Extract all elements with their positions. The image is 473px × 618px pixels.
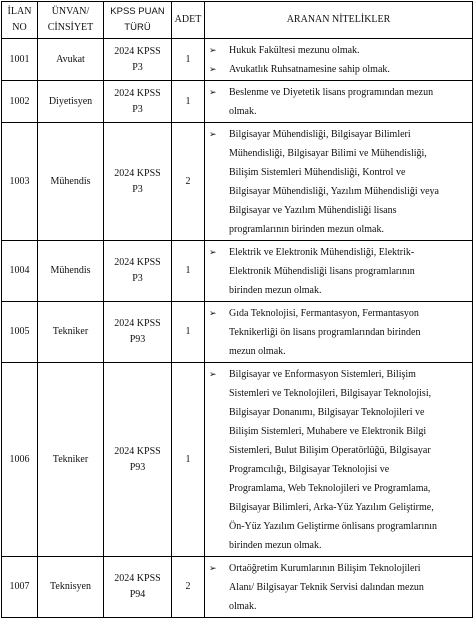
- nitelik-text: olmak.: [229, 106, 257, 117]
- page: [1, 1, 473, 618]
- nitelik-text: Bilgisayar Donanımı, Bilgisayar Teknolojileri ve: [229, 407, 425, 418]
- kpss-text: P93: [129, 334, 146, 345]
- list-item: [209, 125, 469, 239]
- unvan-cell: Diyetisyen: [38, 81, 104, 123]
- list-item: [209, 60, 469, 79]
- nitelik-text: Sistemleri ve Teknolojileri, Bilgisayar Teknolojisi,: [229, 388, 432, 399]
- nitelik-list: [209, 125, 469, 239]
- list-item: [209, 41, 469, 60]
- nitelik-text: Beslenme ve Diyetetik lisans programından mezun: [229, 87, 434, 98]
- arrow-bullet-icon: ➢: [209, 64, 217, 74]
- nitelik-cell: [205, 241, 473, 302]
- adet-cell: 1: [172, 302, 205, 363]
- kpss-text: P3: [132, 61, 143, 73]
- nitelik-text: Bilişim Sistemleri Mühendisliği, Kontrol ve: [229, 167, 406, 178]
- adet-cell: 2: [172, 123, 205, 241]
- nitelik-text: Bilgisayar Mühendisliği, Bilgisayar Bilimleri: [229, 129, 411, 140]
- list-item: [209, 304, 469, 361]
- nitelik-text: Alanı/ Bilgisayar Teknik Servisi dalından mezun: [229, 582, 424, 593]
- kpss-text: P93: [129, 461, 146, 473]
- ilan-no-cell: 1001: [2, 39, 38, 81]
- arrow-bullet-icon: ➢: [209, 45, 217, 55]
- recruitment-table: [1, 1, 473, 618]
- adet-cell: 2: [172, 557, 205, 618]
- ilan-no-cell: 1005: [2, 302, 38, 363]
- adet-cell: 1: [172, 363, 205, 557]
- nitelik-text: Hukuk Fakültesi mezunu olmak.: [229, 45, 360, 56]
- list-item: [209, 365, 469, 555]
- kpss-cell: [104, 363, 172, 557]
- nitelik-list: [209, 41, 469, 79]
- nitelik-text: Mühendisliği, Bilgisayar Bilimi ve Mühendisliği,: [229, 148, 427, 159]
- nitelik-text: Programcılığı, Bilgisayar Teknolojisi ve: [229, 464, 390, 475]
- nitelik-text: Bilgisayar Bilimleri, Arka-Yüz Yazılım Geliştirme,: [229, 502, 434, 513]
- arrow-bullet-icon: ➢: [209, 129, 217, 139]
- kpss-cell: [104, 81, 172, 123]
- kpss-cell: [104, 241, 172, 302]
- kpss-text: P94: [129, 589, 146, 600]
- nitelik-text: Elektronik Mühendisliği lisans programlarının: [229, 266, 415, 277]
- table-row: [2, 81, 473, 123]
- ilan-no-cell: 1002: [2, 81, 38, 123]
- header-ilan-no: İLAN NO: [2, 2, 38, 39]
- ilan-no-cell: 1007: [2, 557, 38, 618]
- table-row: [2, 241, 473, 302]
- nitelik-text: programlarının birinden mezun olmak.: [229, 224, 384, 235]
- arrow-bullet-icon: ➢: [209, 308, 217, 318]
- nitelik-text: Teknikerliği ön lisans programlarından birinden: [229, 327, 421, 338]
- header-row: [2, 2, 473, 39]
- ilan-no-cell: 1004: [2, 241, 38, 302]
- table-row: [2, 302, 473, 363]
- nitelik-cell: [205, 302, 473, 363]
- table-row: [2, 363, 473, 557]
- unvan-cell: Teknisyen: [38, 557, 104, 618]
- nitelik-cell: [205, 123, 473, 241]
- kpss-cell: [104, 39, 172, 81]
- kpss-text: 2024 KPSS: [114, 257, 161, 268]
- list-item: [209, 243, 469, 300]
- nitelik-cell: [205, 81, 473, 123]
- nitelik-text: Avukatlık Ruhsatnamesine sahip olmak.: [229, 64, 390, 75]
- nitelik-text: Ön-Yüz Yazılım Geliştirme önlisans programlarının: [229, 521, 438, 532]
- nitelik-text: Sistemleri, Bulut Bilişim Operatörlüğü, Bilgisayar: [229, 445, 431, 456]
- kpss-text: P3: [132, 273, 143, 284]
- nitelik-cell: [205, 557, 473, 618]
- nitelik-list: [209, 365, 469, 555]
- unvan-cell: Avukat: [38, 39, 104, 81]
- header-adet: ADET: [172, 2, 205, 39]
- nitelik-list: [209, 559, 469, 616]
- nitelik-list: [209, 304, 469, 361]
- kpss-text: P3: [132, 103, 143, 115]
- kpss-text: 2024 KPSS: [114, 573, 161, 584]
- table-row: [2, 557, 473, 618]
- nitelik-text: olmak.: [229, 601, 257, 612]
- kpss-text: 2024 KPSS: [114, 445, 161, 457]
- unvan-cell: Mühendis: [38, 123, 104, 241]
- header-kpss-puan-turu: KPSS PUAN TÜRÜ: [104, 2, 172, 39]
- list-item: [209, 83, 469, 121]
- nitelik-text: birinden mezun olmak.: [229, 285, 322, 296]
- list-item: [209, 559, 469, 616]
- adet-cell: 1: [172, 241, 205, 302]
- kpss-text: 2024 KPSS: [114, 318, 161, 329]
- nitelik-text: Programlama, Web Teknolojileri ve Programlama,: [229, 483, 431, 494]
- nitelik-text: Gıda Teknolojisi, Fermantasyon, Fermantasyon: [229, 308, 419, 319]
- nitelik-text: Elektrik ve Elektronik Mühendisliği, Elektrik-: [229, 247, 415, 258]
- kpss-cell: [104, 123, 172, 241]
- adet-cell: 1: [172, 39, 205, 81]
- nitelik-cell: [205, 39, 473, 81]
- ilan-no-cell: 1006: [2, 363, 38, 557]
- nitelik-cell: [205, 363, 473, 557]
- nitelik-list: [209, 83, 469, 121]
- nitelik-text: Bilgisayar ve Enformasyon Sistemleri, Bilişim: [229, 369, 416, 380]
- nitelik-text: Bilgisayar Mühendisliği, Yazılım Mühendisliği veya: [229, 186, 439, 197]
- arrow-bullet-icon: ➢: [209, 563, 217, 573]
- arrow-bullet-icon: ➢: [209, 247, 217, 257]
- nitelik-text: birinden mezun olmak.: [229, 540, 322, 551]
- arrow-bullet-icon: ➢: [209, 87, 217, 97]
- unvan-cell: Mühendis: [38, 241, 104, 302]
- table-row: [2, 123, 473, 241]
- kpss-cell: [104, 557, 172, 618]
- kpss-text: P3: [132, 183, 143, 195]
- kpss-text: 2024 KPSS: [114, 45, 161, 57]
- header-unvan-cinsiyet: ÜNVAN/ CİNSİYET: [38, 2, 104, 39]
- kpss-text: 2024 KPSS: [114, 87, 161, 99]
- nitelik-list: [209, 243, 469, 300]
- table-row: [2, 39, 473, 81]
- table-body: [2, 39, 473, 618]
- nitelik-text: mezun olmak.: [229, 346, 286, 357]
- kpss-text: 2024 KPSS: [114, 167, 161, 179]
- nitelik-text: Bilgisayar ve Yazılım Mühendisliği lisans: [229, 205, 397, 216]
- adet-cell: 1: [172, 81, 205, 123]
- kpss-cell: [104, 302, 172, 363]
- ilan-no-cell: 1003: [2, 123, 38, 241]
- header-aranan-nitelikler: ARANAN NİTELİKLER: [205, 2, 473, 39]
- arrow-bullet-icon: ➢: [209, 369, 217, 379]
- unvan-cell: Tekniker: [38, 302, 104, 363]
- unvan-cell: Tekniker: [38, 363, 104, 557]
- nitelik-text: Bilişim Sistemleri, Muhabere ve Elektronik Bilgi: [229, 426, 427, 437]
- nitelik-text: Ortaöğretim Kurumlarının Bilişim Teknolojileri: [229, 563, 421, 574]
